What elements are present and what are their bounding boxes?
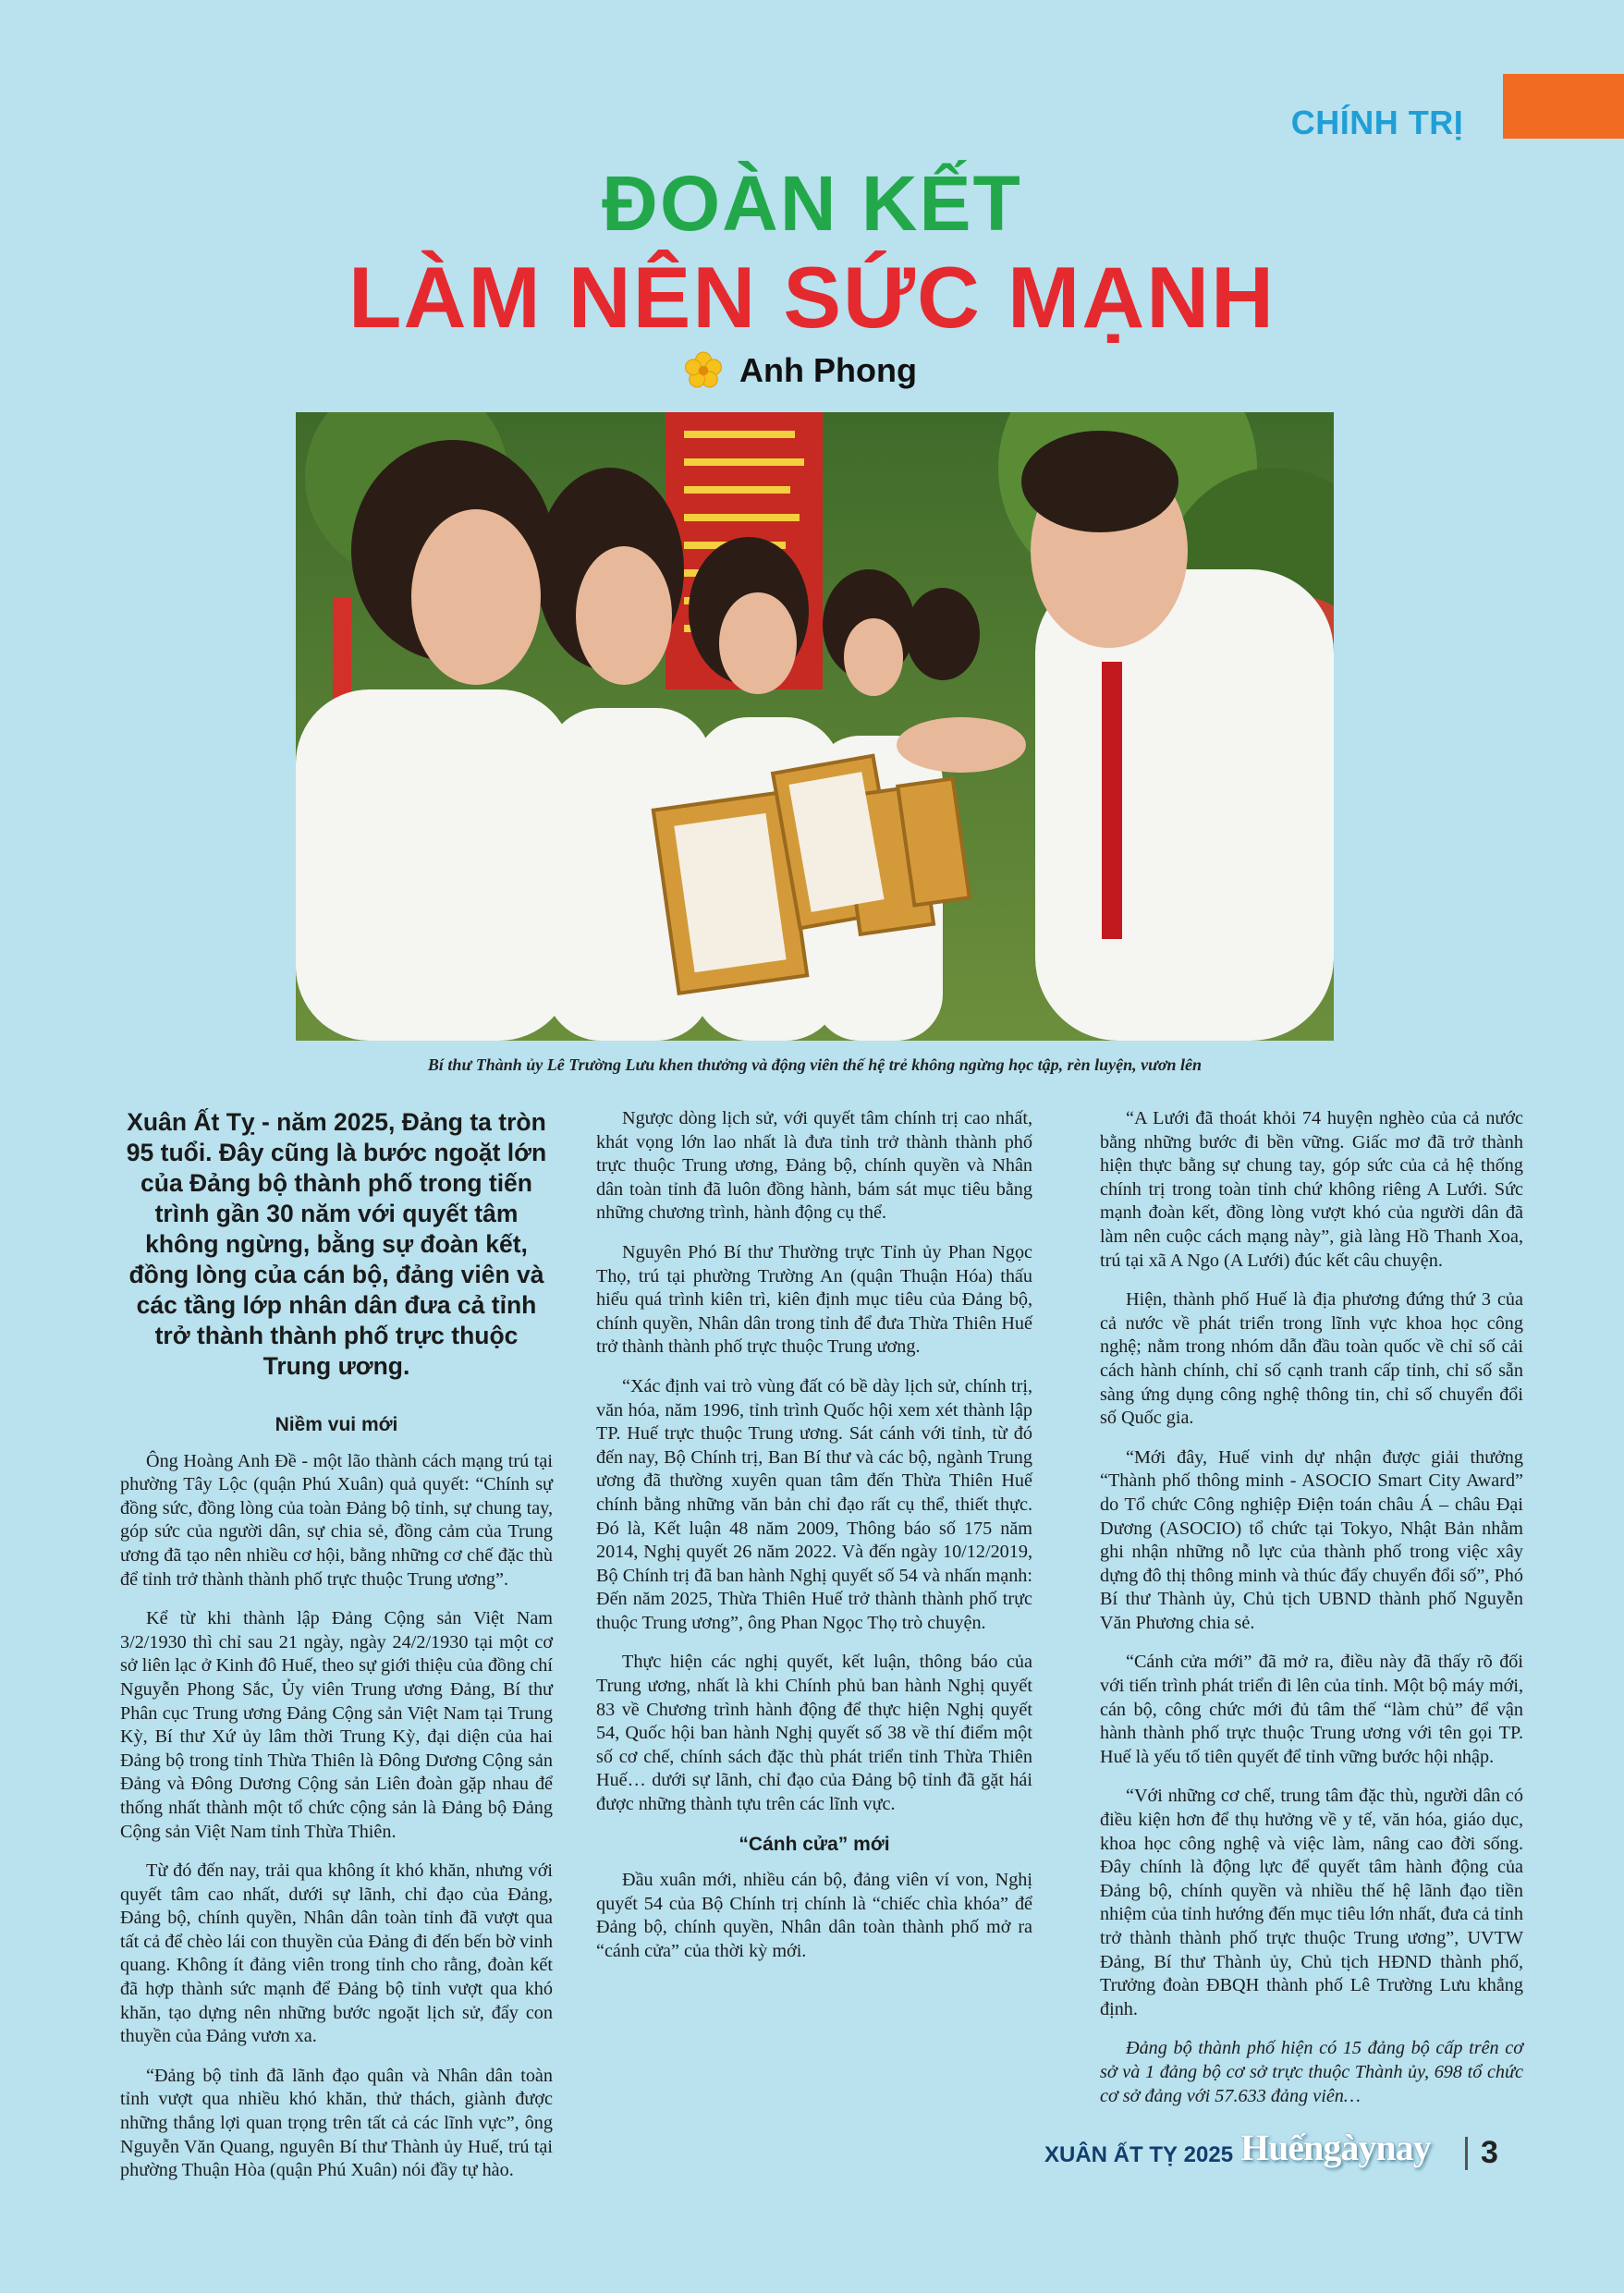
subheading: Niềm vui mới: [275, 1414, 398, 1435]
masthead-logo: Huếngàynay: [1240, 2127, 1431, 2168]
footer-divider: [1465, 2137, 1468, 2170]
paragraph: Từ đó đến nay, trải qua không ít khó khăn, nhưng với quyết tâm cao nhất, dưới sự lãnh, chỉ đạo của Đảng, Đảng bộ, chính quyền, Nhân dân toàn tỉnh đã vượt qua tất cả để chèo lái con thuyền của Đảng đi đến bến bờ vinh quang. Không ít đảng viên trong tỉnh cho rằng, đoàn kết đã hợp thành sức mạnh để Đảng bộ tỉnh vượt qua khó khăn, tạo dựng nên những bước ngoặt lịch sử, đẩy con thuyền của Đảng vươn xa.: [120, 1860, 553, 2047]
author-name: Anh Phong: [739, 351, 917, 389]
page-number: 3: [1481, 2135, 1498, 2170]
headline-line-1: ĐOÀN KẾT: [602, 160, 1022, 247]
photo-caption: Bí thư Thành ủy Lê Trường Lưu khen thưởng và động viên thế hệ trẻ không ngừng học tập, rèn luyện, vươn lên: [427, 1055, 1203, 1074]
issue-label: XUÂN ẤT TỴ 2025: [1044, 2142, 1234, 2167]
flower-icon: [684, 351, 723, 390]
subheading: “Cánh cửa” mới: [739, 1833, 890, 1855]
byline: [684, 348, 917, 394]
closing-note: Đảng bộ thành phố hiện có 15 đảng bộ cấp trên cơ sở và 1 đảng bộ cơ sở trực thuộc Thành ủy, 698 tổ chức cơ sở đảng với 57.633 đảng viên…: [1100, 2038, 1523, 2106]
paragraph: Ngược dòng lịch sử, với quyết tâm chính trị cao nhất, khát vọng lớn lao nhất là đưa tỉnh trở thành thành phố trực thuộc Trung ương, Đảng bộ, chính quyền và Nhân dân toàn tỉnh đã luôn đồng hành, bám sát mục tiêu bằng những chương trình, hành động cụ thể.: [596, 1108, 1032, 1224]
paragraph: “Cánh cửa mới” đã mở ra, điều này đã thấy rõ đối với tiến trình phát triển đi lên của tỉnh. Một bộ máy mới, cán bộ, công chức mới đủ tâm thế “làm chủ” để vận hành thành phố trực thuộc Trung ương với tên gọi TP. Huế là yếu tố tiên quyết để tỉnh vững bước hội nhập.: [1100, 1652, 1523, 1767]
section-accent-bar: [1503, 74, 1624, 139]
paragraph: Kể từ khi thành lập Đảng Cộng sản Việt Nam 3/2/1930 thì chỉ sau 21 ngày, ngày 24/2/1930 tại một cơ sở liên lạc ở Kinh đô Huế, theo sự giới thiệu của đồng chí Nguyễn Phong Sắc, Ủy viên Trung ương Đảng, Bí thư Phân cục Trung ương Đảng Cộng sản Việt Nam tại Trung Kỳ, Bí thư Xứ ủy lâm thời Trung Kỳ, đại diện của hai Đảng bộ trong tỉnh Thừa Thiên là Đông Dương Cộng sản Đảng và Đông Dương Cộng sản Liên đoàn gặp nhau để thống nhất thành một tổ chức cộng sản là Đảng bộ Đảng Cộng sản Việt Nam tỉnh Thừa Thiên.: [120, 1608, 553, 1842]
paragraph: “Mới đây, Huế vinh dự nhận được giải thưởng “Thành phố thông minh - ASOCIO Smart City Award” do Tổ chức Công nghiệp Điện toán châu Á – châu Đại Dương (ASOCIO) tổ chức tại Tokyo, Nhật Bản nhằm ghi nhận những nỗ lực của thành phố trong việc xây dựng đô thị thông minh và thúc đẩy chuyển đổi số”, Phó Bí thư Thành ủy, Chủ tịch UBND thành phố Nguyễn Văn Phương chia sẻ.: [1100, 1446, 1523, 1633]
article-lead: Xuân Ất Tỵ - năm 2025, Đảng ta tròn 95 tuổi. Đây cũng là bước ngoặt lớn của Đảng bộ thành phố trong tiến trình gần 30 năm với quyết tâm không ngừng, bằng sự đoàn kết, đồng lòng của cán bộ, đảng viên và các tầng lớp nhân dân đưa cả tỉnh trở thành thành phố trực thuộc Trung ương.: [126, 1108, 547, 1380]
paragraph: “A Lưới đã thoát khỏi 74 huyện nghèo của cả nước bằng những bước đi bền vững. Giấc mơ đã trở thành hiện thực bằng sự chung tay, góp sức của cả hệ thống chính trị trong toàn tỉnh chứ không riêng A Lưới. Sức mạnh đoàn kết, đồng lòng vượt khó của người dân đã làm nên cuộc cách mạng này”, già làng Hồ Thanh Xoa, trú tại xã A Ngo (A Lưới) đúc kết câu chuyện.: [1100, 1108, 1523, 1271]
paragraph: Thực hiện các nghị quyết, kết luận, thông báo của Trung ương, nhất là khi Chính phủ ban hành Nghị quyết 83 về Chương trình hành động để thực hiện Nghị quyết 54, Quốc hội ban hành Nghị quyết số 38 về thí điểm một số cơ chế, chính sách đặc thù phát triển tỉnh Thừa Thiên Huế… dưới sự lãnh, chỉ đạo của Đảng bộ tỉnh đã gặt hái được những thành tựu trên các lĩnh vực.: [596, 1652, 1032, 1815]
paragraph: “Xác định vai trò vùng đất có bề dày lịch sử, chính trị, văn hóa, năm 1996, tỉnh trình Quốc hội xem xét thành lập TP. Huế trực thuộc Trung ương. Sát cánh với tỉnh, từ đó đến nay, Bộ Chính trị, Ban Bí thư và các bộ, ngành Trung ương đã thường xuyên quan tâm đến Thừa Thiên Huế chính bằng những văn bản chỉ đạo rất cụ thể, thiết thực. Đó là, Kết luận 48 năm 2009, Thông báo số 175 năm 2014, Nghị quyết 26 năm 2022. Và đến ngày 10/12/2019, Bộ Chính trị đã ban hành Nghị quyết số 54 và nhấn mạnh: Đến năm 2025, Thừa Thiên Huế trở thành thành phố trực thuộc Trung ương”, ông Phan Ngọc Thọ trò chuyện.: [596, 1375, 1032, 1633]
paragraph: Đầu xuân mới, nhiều cán bộ, đảng viên ví von, Nghị quyết 54 của Bộ Chính trị chính là “chiếc chìa khóa” để Đảng bộ, chính quyền, Nhân dân toàn thành phố mở ra “cánh cửa” của thời kỳ mới.: [596, 1870, 1032, 1961]
section-label: CHÍNH TRỊ: [1290, 104, 1464, 141]
article-column-1: [120, 1107, 553, 2199]
article-column-3: [1100, 1107, 1523, 2124]
paragraph: Nguyên Phó Bí thư Thường trực Tỉnh ủy Phan Ngọc Thọ, trú tại phường Trường An (quận Thuận Hóa) thấu hiểu quá trình kiên trì, kiên định mục tiêu của Đảng bộ, chính quyền, Nhân dân trong tỉnh để đưa Thừa Thiên Huế trở thành thành phố trực thuộc Trung ương.: [596, 1241, 1032, 1358]
paragraph: Ông Hoàng Anh Đề - một lão thành cách mạng trú tại phường Tây Lộc (quận Phú Xuân) quả quyết: “Chính sự đồng sức, đồng lòng của toàn Đảng bộ tỉnh, sự chung tay, góp sức của người dân, sự chia sẻ, đồng cảm của Trung ương đã tạo nên nhiều cơ hội, bằng những cơ chế đặc thù để tỉnh trở thành thành phố trực thuộc Trung ương”.: [120, 1450, 553, 1590]
article-column-2: [596, 1107, 1032, 1980]
paragraph: “Đảng bộ tỉnh đã lãnh đạo quân và Nhân dân toàn tỉnh vượt qua nhiều khó khăn, thử thách, giành được những thắng lợi quan trọng trên tất cả các lĩnh vực”, ông Nguyễn Văn Quang, nguyên Bí thư Thành ủy Huế, trú tại phường Thuận Hòa (quận Phú Xuân) nói đầy tự hào.: [120, 2065, 553, 2181]
feature-photo: [296, 412, 1334, 1041]
headline-line-2: LÀM NÊN SỨC MẠNH: [348, 249, 1276, 346]
paragraph: “Với những cơ chế, trung tâm đặc thù, người dân có điều kiện hơn để thụ hưởng về y tế, văn hóa, giáo dục, khoa học công nghệ và việc làm, nâng cao đời sống. Đây chính là động lực để quyết tâm hành động của Đảng bộ, chính quyền và nhiều thế hệ lãnh đạo tiền nhiệm của tỉnh hướng đến mục tiêu lớn nhất, đưa cả tỉnh trở thành thành phố trực thuộc Trung ương”, UVTW Đảng, Bí thư Thành ủy, Chủ tịch HĐND thành phố, Trưởng đoàn ĐBQH thành phố Lê Trường Lưu khẳng định.: [1100, 1786, 1523, 2019]
paragraph: Hiện, thành phố Huế là địa phương đứng thứ 3 của cả nước về phát triển trong lĩnh vực khoa học công nghệ; nằm trong nhóm dẫn đầu toàn quốc về chỉ số cải cách hành chính, chỉ số cạnh tranh cấp tỉnh, chỉ số sẵn sàng ứng dụng công nghệ thông tin, chỉ số chuyển đổi số Quốc gia.: [1100, 1289, 1523, 1429]
